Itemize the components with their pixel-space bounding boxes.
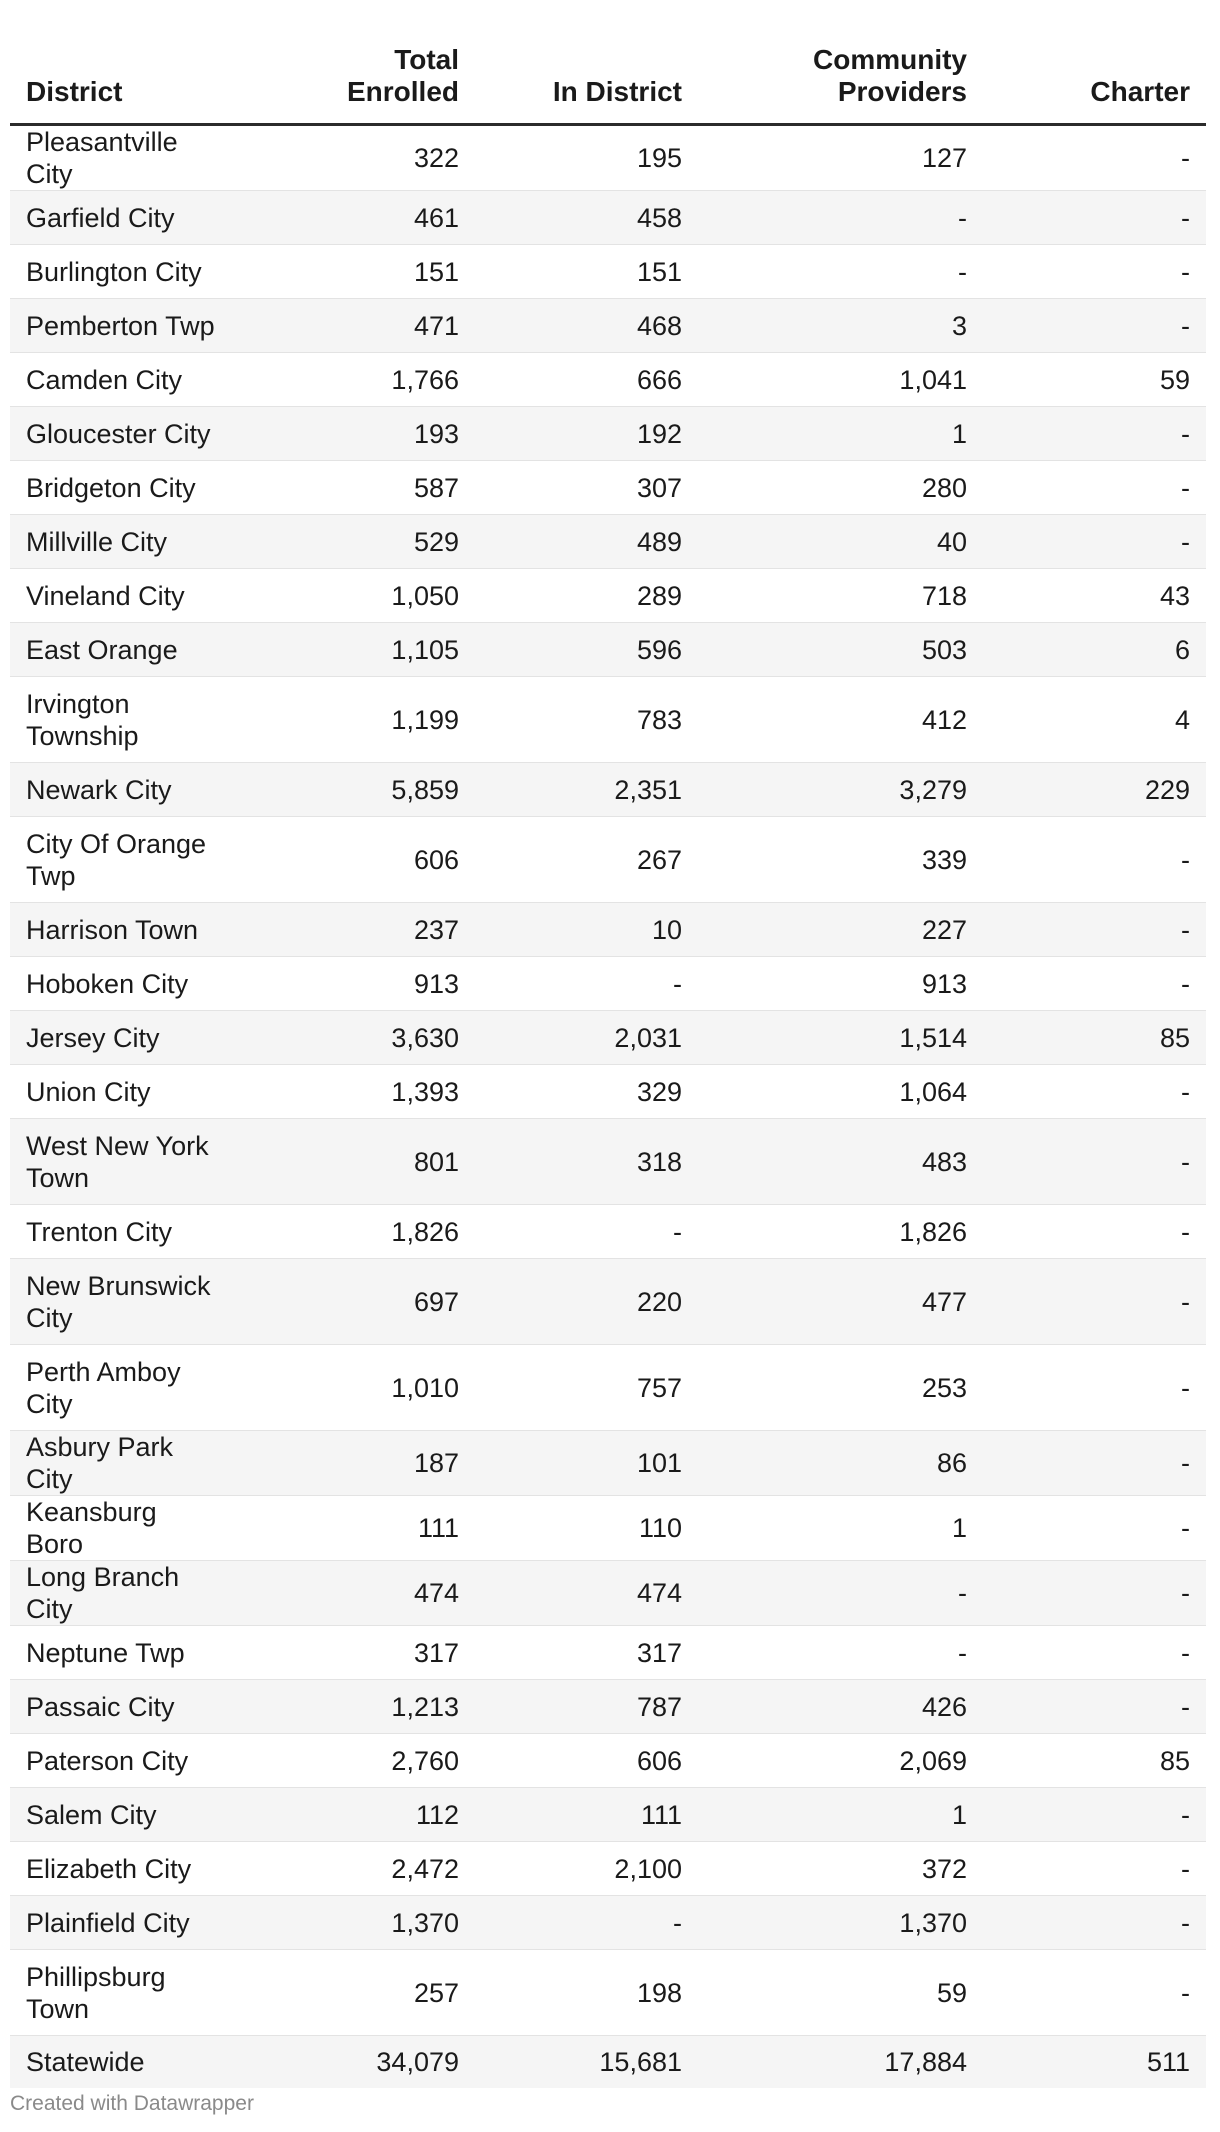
district-name-cell: East Orange <box>10 623 236 677</box>
value-cell: 1,213 <box>236 1680 475 1734</box>
table-row <box>10 353 1206 407</box>
value-cell: - <box>983 1896 1206 1950</box>
district-name-cell <box>10 677 236 763</box>
value-cell: 489 <box>475 515 698 569</box>
value-cell: 187 <box>236 1431 475 1496</box>
table-row <box>10 1119 1206 1205</box>
value-cell: 317 <box>475 1626 698 1680</box>
district-name-cell: Pleasantville City <box>10 125 236 191</box>
value-cell: 718 <box>698 569 983 623</box>
district-name-cell: Elizabeth City <box>10 1842 236 1896</box>
table-row <box>10 245 1206 299</box>
value-cell: 227 <box>698 903 983 957</box>
district-name-cell: Bridgeton City <box>10 461 236 515</box>
value-cell: 483 <box>698 1119 983 1205</box>
value-cell: 127 <box>698 125 983 191</box>
district-name-line: Irvington <box>26 688 130 719</box>
district-name-cell <box>10 1950 236 2036</box>
table-row <box>10 1788 1206 1842</box>
value-cell: - <box>983 1626 1206 1680</box>
value-cell: 477 <box>698 1259 983 1345</box>
value-cell: 6 <box>983 623 1206 677</box>
district-name-line: Phillipsburg <box>26 1961 166 1992</box>
table-row <box>10 569 1206 623</box>
value-cell: 529 <box>236 515 475 569</box>
value-cell: - <box>475 1896 698 1950</box>
column-header-label: Enrolled <box>346 76 459 107</box>
value-cell: - <box>983 1205 1206 1259</box>
column-header-label: Community <box>813 44 967 75</box>
value-cell: 1,826 <box>236 1205 475 1259</box>
table-row <box>10 1626 1206 1680</box>
footer-credit: Created with Datawrapper <box>10 2092 254 2115</box>
value-cell: 606 <box>475 1734 698 1788</box>
district-name-cell: Plainfield City <box>10 1896 236 1950</box>
district-name-cell: Vineland City <box>10 569 236 623</box>
value-cell: 43 <box>983 569 1206 623</box>
value-cell: 474 <box>236 1561 475 1626</box>
column-header-community-providers[interactable] <box>698 38 983 125</box>
table-row <box>10 1205 1206 1259</box>
table-row <box>10 125 1206 191</box>
column-header-label: District <box>26 76 123 107</box>
table-row <box>10 677 1206 763</box>
value-cell: 15,681 <box>475 2036 698 2088</box>
value-cell: - <box>983 191 1206 245</box>
value-cell: - <box>698 191 983 245</box>
value-cell: 2,760 <box>236 1734 475 1788</box>
table-row <box>10 1259 1206 1345</box>
district-name-line: Twp <box>26 860 76 891</box>
district-name-line: New Brunswick <box>26 1270 211 1301</box>
district-name-line: Perth Amboy <box>26 1356 181 1387</box>
value-cell: - <box>698 245 983 299</box>
value-cell: 697 <box>236 1259 475 1345</box>
value-cell: 474 <box>475 1561 698 1626</box>
table-row <box>10 299 1206 353</box>
table-body <box>10 125 1206 2088</box>
value-cell: 1,766 <box>236 353 475 407</box>
value-cell: 40 <box>698 515 983 569</box>
value-cell: 267 <box>475 817 698 903</box>
value-cell: 757 <box>475 1345 698 1431</box>
value-cell: 110 <box>475 1496 698 1561</box>
value-cell: 101 <box>475 1431 698 1496</box>
district-name-cell: Long Branch City <box>10 1561 236 1626</box>
value-cell: 1,199 <box>236 677 475 763</box>
value-cell: 1,514 <box>698 1011 983 1065</box>
value-cell: - <box>983 1680 1206 1734</box>
value-cell: - <box>983 1788 1206 1842</box>
value-cell: 1,826 <box>698 1205 983 1259</box>
value-cell: 511 <box>983 2036 1206 2088</box>
column-header-label: Charter <box>1090 76 1190 107</box>
column-header-charter[interactable] <box>983 38 1206 125</box>
value-cell: 34,079 <box>236 2036 475 2088</box>
value-cell: 2,472 <box>236 1842 475 1896</box>
district-name-cell <box>10 817 236 903</box>
value-cell: - <box>983 125 1206 191</box>
value-cell: 913 <box>236 957 475 1011</box>
district-name-line: West New York <box>26 1130 209 1161</box>
district-name-cell: Paterson City <box>10 1734 236 1788</box>
column-header-label: Providers <box>837 76 967 107</box>
value-cell: 3 <box>698 299 983 353</box>
table-row <box>10 1680 1206 1734</box>
district-name-cell: Trenton City <box>10 1205 236 1259</box>
value-cell: 3,630 <box>236 1011 475 1065</box>
district-name-line: Township <box>26 720 139 751</box>
district-name-cell <box>10 1119 236 1205</box>
value-cell: 913 <box>698 957 983 1011</box>
value-cell: 198 <box>475 1950 698 2036</box>
table-row <box>10 1065 1206 1119</box>
value-cell: - <box>983 245 1206 299</box>
value-cell: 1,393 <box>236 1065 475 1119</box>
value-cell: 3,279 <box>698 763 983 817</box>
value-cell: 1,370 <box>236 1896 475 1950</box>
value-cell: 458 <box>475 191 698 245</box>
value-cell: 1,010 <box>236 1345 475 1431</box>
table-header-row <box>10 38 1206 125</box>
district-name-cell: Salem City <box>10 1788 236 1842</box>
table-row <box>10 763 1206 817</box>
value-cell: 1,050 <box>236 569 475 623</box>
value-cell: 1,105 <box>236 623 475 677</box>
table-total-row <box>10 2036 1206 2088</box>
value-cell: 322 <box>236 125 475 191</box>
value-cell: 195 <box>475 125 698 191</box>
value-cell: 280 <box>698 461 983 515</box>
value-cell: 412 <box>698 677 983 763</box>
value-cell: 1,041 <box>698 353 983 407</box>
value-cell: 596 <box>475 623 698 677</box>
value-cell: - <box>983 1345 1206 1431</box>
value-cell: 10 <box>475 903 698 957</box>
value-cell: 59 <box>698 1950 983 2036</box>
value-cell: 329 <box>475 1065 698 1119</box>
district-name-cell <box>10 1259 236 1345</box>
value-cell: 151 <box>236 245 475 299</box>
value-cell: 2,031 <box>475 1011 698 1065</box>
value-cell: 468 <box>475 299 698 353</box>
district-name-cell: Pemberton Twp <box>10 299 236 353</box>
district-name-cell: Passaic City <box>10 1680 236 1734</box>
value-cell: 1,370 <box>698 1896 983 1950</box>
district-name-cell: Garfield City <box>10 191 236 245</box>
value-cell: 237 <box>236 903 475 957</box>
table-row <box>10 515 1206 569</box>
value-cell: 318 <box>475 1119 698 1205</box>
value-cell: 2,069 <box>698 1734 983 1788</box>
value-cell: - <box>983 1842 1206 1896</box>
value-cell: 86 <box>698 1431 983 1496</box>
district-name-cell <box>10 1345 236 1431</box>
value-cell: 307 <box>475 461 698 515</box>
value-cell: 372 <box>698 1842 983 1896</box>
table-row <box>10 461 1206 515</box>
value-cell: - <box>475 957 698 1011</box>
value-cell: - <box>983 1561 1206 1626</box>
value-cell: - <box>983 1431 1206 1496</box>
value-cell: 253 <box>698 1345 983 1431</box>
district-name-cell: Jersey City <box>10 1011 236 1065</box>
district-name-cell: Asbury Park City <box>10 1431 236 1496</box>
value-cell: 2,351 <box>475 763 698 817</box>
value-cell: 85 <box>983 1011 1206 1065</box>
table-row <box>10 623 1206 677</box>
table-row <box>10 1734 1206 1788</box>
table-row <box>10 1345 1206 1431</box>
value-cell: - <box>983 817 1206 903</box>
value-cell: 503 <box>698 623 983 677</box>
value-cell: 1,064 <box>698 1065 983 1119</box>
value-cell: 1 <box>698 407 983 461</box>
district-name-cell: Union City <box>10 1065 236 1119</box>
value-cell: - <box>983 957 1206 1011</box>
value-cell: 587 <box>236 461 475 515</box>
value-cell: - <box>983 1950 1206 2036</box>
value-cell: - <box>698 1626 983 1680</box>
table-row <box>10 817 1206 903</box>
table-row <box>10 1842 1206 1896</box>
value-cell: 317 <box>236 1626 475 1680</box>
value-cell: 17,884 <box>698 2036 983 2088</box>
district-name-line: City <box>26 1388 73 1419</box>
value-cell: 151 <box>475 245 698 299</box>
value-cell: 59 <box>983 353 1206 407</box>
value-cell: 112 <box>236 1788 475 1842</box>
value-cell: - <box>983 903 1206 957</box>
value-cell: - <box>983 1065 1206 1119</box>
value-cell: 5,859 <box>236 763 475 817</box>
value-cell: 787 <box>475 1680 698 1734</box>
district-name-cell: Newark City <box>10 763 236 817</box>
table-row <box>10 903 1206 957</box>
district-name-cell: Gloucester City <box>10 407 236 461</box>
value-cell: 1 <box>698 1788 983 1842</box>
value-cell: 85 <box>983 1734 1206 1788</box>
value-cell: - <box>983 515 1206 569</box>
column-header-label: In District <box>552 76 682 107</box>
value-cell: 461 <box>236 191 475 245</box>
value-cell: 339 <box>698 817 983 903</box>
value-cell: 111 <box>236 1496 475 1561</box>
district-name-cell: Neptune Twp <box>10 1626 236 1680</box>
value-cell: 229 <box>983 763 1206 817</box>
value-cell: 426 <box>698 1680 983 1734</box>
value-cell: 606 <box>236 817 475 903</box>
value-cell: - <box>698 1561 983 1626</box>
district-name-cell: Harrison Town <box>10 903 236 957</box>
value-cell: 257 <box>236 1950 475 2036</box>
value-cell: - <box>475 1205 698 1259</box>
value-cell: 1 <box>698 1496 983 1561</box>
district-name-cell: Statewide <box>10 2036 236 2088</box>
value-cell: 193 <box>236 407 475 461</box>
table-row <box>10 407 1206 461</box>
table-row <box>10 1011 1206 1065</box>
district-name-cell: Millville City <box>10 515 236 569</box>
value-cell: - <box>983 299 1206 353</box>
district-enrollment-table <box>10 38 1206 2088</box>
column-header-label: Total <box>394 44 459 75</box>
value-cell: - <box>983 1259 1206 1345</box>
value-cell: 666 <box>475 353 698 407</box>
value-cell: 220 <box>475 1259 698 1345</box>
value-cell: 111 <box>475 1788 698 1842</box>
value-cell: 783 <box>475 677 698 763</box>
value-cell: 4 <box>983 677 1206 763</box>
value-cell: - <box>983 407 1206 461</box>
district-name-cell: Burlington City <box>10 245 236 299</box>
value-cell: 471 <box>236 299 475 353</box>
value-cell: 289 <box>475 569 698 623</box>
value-cell: - <box>983 1496 1206 1561</box>
value-cell: 2,100 <box>475 1842 698 1896</box>
table-row <box>10 1896 1206 1950</box>
district-name-line: City <box>26 1302 73 1333</box>
district-name-cell: Camden City <box>10 353 236 407</box>
value-cell: - <box>983 1119 1206 1205</box>
column-header-total-enrolled[interactable] <box>236 38 475 125</box>
table-row <box>10 1561 1206 1626</box>
table-row <box>10 957 1206 1011</box>
district-name-line: Town <box>26 1993 90 2024</box>
district-name-cell: Keansburg Boro <box>10 1496 236 1561</box>
table-row <box>10 1950 1206 2036</box>
district-name-line: City Of Orange <box>26 828 207 859</box>
value-cell: 192 <box>475 407 698 461</box>
table-row <box>10 1431 1206 1496</box>
district-name-cell: Hoboken City <box>10 957 236 1011</box>
district-name-line: Town <box>26 1162 90 1193</box>
table-row <box>10 1496 1206 1561</box>
column-header-district[interactable] <box>10 38 236 125</box>
value-cell: - <box>983 461 1206 515</box>
value-cell: 801 <box>236 1119 475 1205</box>
column-header-in-district[interactable] <box>475 38 698 125</box>
table-row <box>10 191 1206 245</box>
